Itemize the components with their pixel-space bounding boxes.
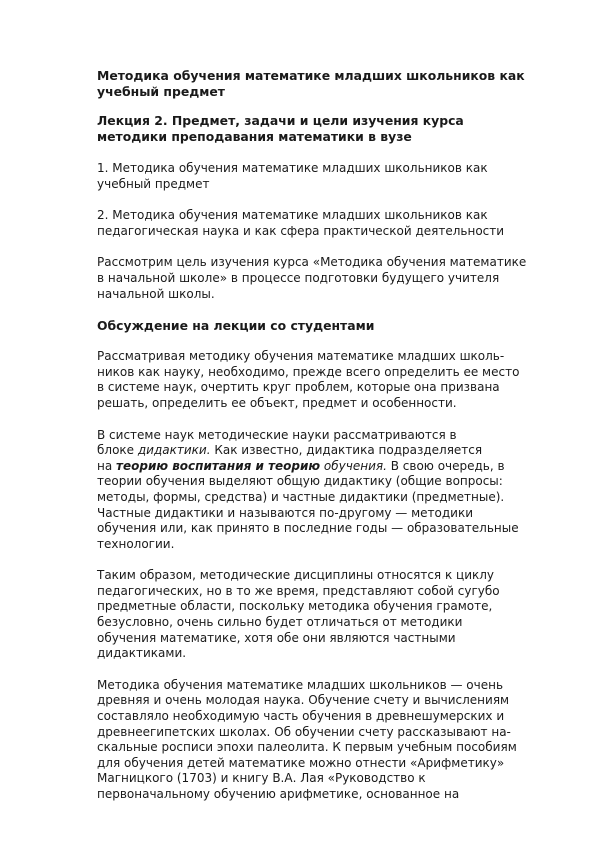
discussion-heading (97, 318, 542, 334)
paragraph-3 (97, 568, 542, 662)
text-line: обучения или, как принято в последние годы — образовательные (97, 521, 519, 536)
text-line: педагогических, но в то же время, представляют собой сугубо (97, 583, 500, 598)
text-line: для обучения детей математике можно отнести «Арифметику» (97, 755, 505, 770)
text-line: Методика обучения математике младших школьников — очень (97, 677, 504, 692)
text-line: 1. Методика обучения математике младших школьников как (97, 161, 488, 175)
text-line (97, 459, 542, 475)
text-line: Таким образом, методические дисциплины относятся к циклу (97, 568, 495, 583)
text-line: дидактиками. (97, 646, 187, 661)
paragraph-4 (97, 678, 542, 803)
text-line: обучения математике, хотя обе они являются частными (97, 630, 456, 645)
italic-term-didactics: дидактики. (137, 443, 211, 458)
document-title-line: Методика обучения математике младших школьников как (97, 68, 525, 83)
text-line: 2. Методика обучения математике младших школьников как (97, 208, 488, 223)
text-line: В системе наук методические науки рассматриваются в (97, 427, 457, 442)
text-run: блоке (97, 443, 138, 458)
intro-paragraph (97, 255, 542, 302)
paragraph-1 (97, 349, 542, 411)
text-line: Рассмотрим цель изучения курса «Методика обучения математике (97, 255, 527, 270)
text-line: Частные дидактики и называются по-другому — методики (97, 505, 474, 520)
text-line: составляло необходимую часть обучения в древнешумерских и (97, 709, 505, 724)
paragraph-2 (97, 428, 542, 553)
text-line: древняя и очень молодая наука. Обучение счету и вычислениям (97, 693, 510, 708)
bold-term-theory: теорию (268, 458, 321, 473)
text-line: Магницкого (1703) и книгу В.А. Лая «Руководство к (97, 771, 426, 786)
text-line: педагогическая наука и как сфера практической деятельности (97, 223, 505, 238)
text-line: древнеегипетских школах. Об обучении счету рассказывают на- (97, 724, 511, 739)
list-item-2 (97, 208, 542, 239)
text-line: теории обучения выделяют общую дидактику (общие вопросы: (97, 474, 503, 489)
text-line: технологии. (97, 536, 175, 551)
lecture-heading-line: методики преподавания математики в вузе (97, 129, 412, 144)
text-line: в системе наук, очертить круг проблем, которые она призвана (97, 380, 500, 395)
document-page (97, 68, 542, 803)
text-run: Как известно, дидактика подразделяется (210, 443, 483, 458)
text-line: методы, формы, средства) и частные дидактики (предметные). (97, 489, 505, 504)
italic-term-learning: обучения. (320, 458, 387, 473)
text-run: В свою очередь, в (386, 458, 505, 473)
text-line: начальной школы. (97, 286, 215, 301)
bold-conjunction: и (251, 458, 269, 473)
list-item-1 (97, 161, 542, 192)
lecture-heading (97, 113, 542, 145)
text-line: скальные росписи эпохи палеолита. К первым учебным пособиям (97, 740, 517, 755)
text-line: учебный предмет (97, 176, 210, 191)
text-line: Рассматривая методику обучения математике младших школь- (97, 349, 505, 364)
bold-term-upbringing-theory: теорию воспитания (116, 458, 252, 473)
text-line: решать, определить ее объект, предмет и особенности. (97, 395, 457, 410)
lecture-heading-line: Лекция 2. Предмет, задачи и цели изучения курса (97, 113, 464, 128)
text-line: в начальной школе» в процессе подготовки будущего учителя (97, 270, 500, 285)
document-title (97, 68, 542, 100)
document-title-line: учебный предмет (97, 84, 225, 99)
text-line: первоначальному обучению арифметике, основанное на (97, 787, 460, 801)
text-line: ников как науку, необходимо, прежде всего определить ее место (97, 364, 520, 379)
text-line (97, 443, 542, 459)
text-run: на (97, 458, 117, 473)
discussion-heading-text: Обсуждение на лекции со студентами (97, 318, 375, 334)
text-line: безусловно, очень сильно будет отличаться от методики (97, 615, 463, 630)
text-line: предметные области, поскольку методика обучения грамоте, (97, 599, 493, 614)
